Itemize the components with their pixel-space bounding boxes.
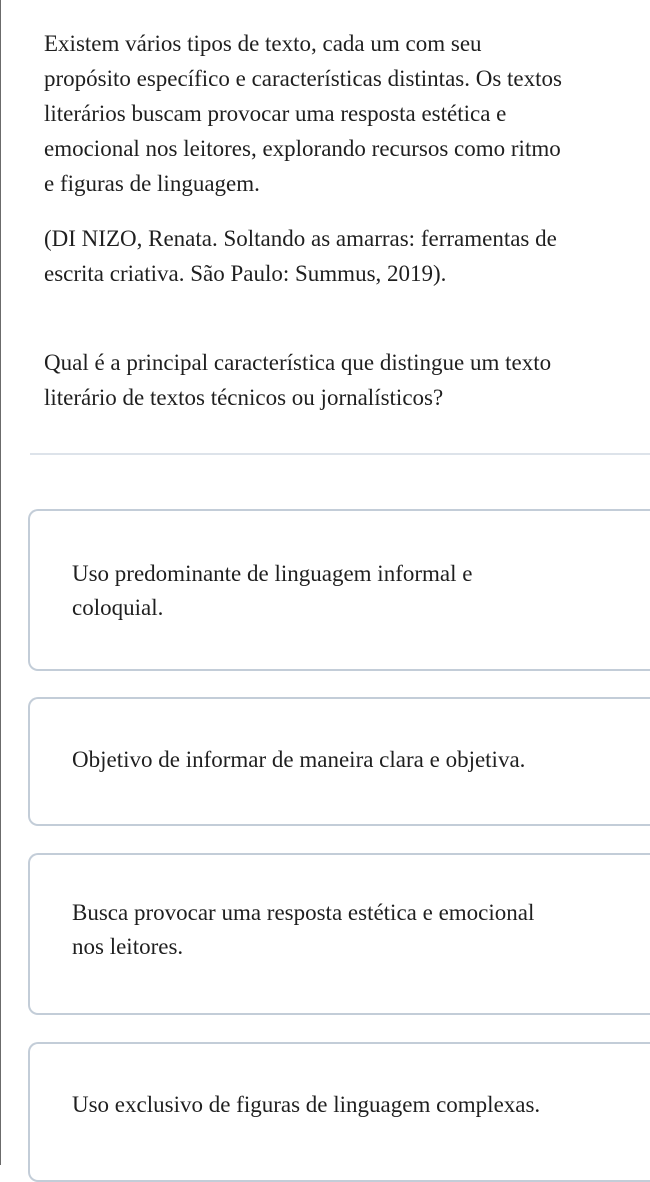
support-text-line: propósito específico e características distintas. Os textos bbox=[44, 66, 562, 91]
answer-option-line: Uso predominante de linguagem informal e bbox=[72, 561, 473, 586]
question-statement bbox=[44, 345, 650, 415]
section-divider bbox=[30, 453, 650, 455]
answer-option-a[interactable] bbox=[28, 509, 650, 671]
answer-option-line: coloquial. bbox=[72, 595, 164, 620]
support-text-line: Existem vários tipos de texto, cada um com seu bbox=[44, 31, 482, 56]
support-text-line: literários buscam provocar uma resposta estética e bbox=[44, 101, 507, 126]
answer-option-line: Uso exclusivo de figuras de linguagem complexas. bbox=[72, 1092, 541, 1117]
answer-option-line: Objetivo de informar de maneira clara e objetiva. bbox=[72, 747, 526, 772]
answer-option-text bbox=[72, 557, 472, 625]
answer-option-d[interactable] bbox=[28, 1042, 650, 1182]
answer-option-line: Busca provocar uma resposta estética e emocional bbox=[72, 900, 535, 925]
support-text bbox=[44, 26, 650, 201]
answer-option-b[interactable] bbox=[28, 697, 650, 826]
question-line: literário de textos técnicos ou jornalísticos? bbox=[44, 385, 444, 410]
answer-option-line: nos leitores. bbox=[72, 934, 184, 959]
citation-line: (DI NIZO, Renata. Soltando as amarras: ferramentas de bbox=[44, 226, 557, 251]
answer-option-text bbox=[72, 1088, 540, 1122]
support-text-line: emocional nos leitores, explorando recursos como ritmo bbox=[44, 136, 561, 161]
answer-option-text bbox=[72, 896, 534, 964]
citation-line: escrita criativa. São Paulo: Summus, 2019). bbox=[44, 261, 447, 286]
support-text-line: e figuras de linguagem. bbox=[44, 171, 260, 196]
left-border-line bbox=[0, 0, 1, 1165]
answer-option-c[interactable] bbox=[28, 853, 650, 1015]
answer-option-text bbox=[72, 743, 525, 777]
question-line: Qual é a principal característica que distingue um texto bbox=[44, 350, 552, 375]
source-citation bbox=[44, 221, 650, 291]
